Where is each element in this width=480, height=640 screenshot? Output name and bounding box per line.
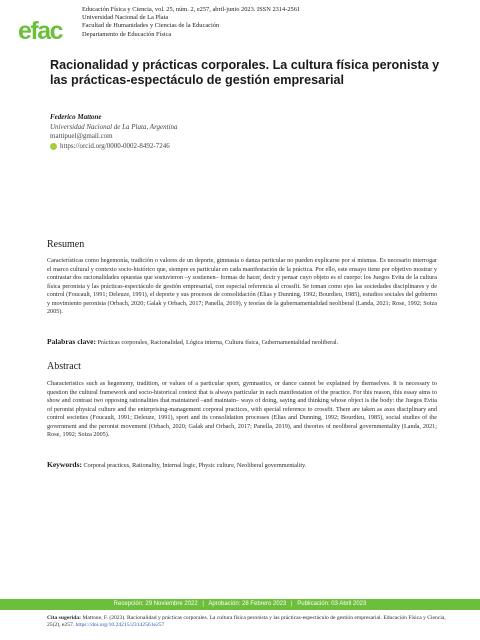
resumen-heading: Resumen (47, 239, 85, 250)
orcid-link[interactable]: https://orcid.org/0000-0002-8492-7246 (60, 141, 170, 150)
svg-text:efac: efac (18, 17, 63, 45)
author-name: Federico Mattone (50, 113, 102, 121)
journal-info (82, 6, 300, 39)
faculty-name: Facultad de Humanidades y Ciencias de la Educación (82, 22, 220, 30)
department-name: Departamento de Educación Física (82, 30, 172, 38)
orcid-icon (50, 143, 57, 150)
citation-label: Cita sugerida: (47, 615, 82, 621)
journal-header (18, 6, 468, 52)
resumen-keywords (47, 338, 447, 348)
received-date: Recepción: 29 Noviembre 2022 (113, 601, 198, 607)
article-title: Racionalidad y prácticas corporales. La cultura física peronista y las prácticas-espectáculo de gestión empresarial (50, 58, 440, 87)
author-block (50, 113, 178, 151)
citation-doi-link[interactable]: https://doi.org/10.24215/23142561e257 (75, 622, 165, 629)
abstract-keywords-label: Keywords: (47, 460, 82, 469)
author-email[interactable]: mattipuel@gmail.com (50, 132, 113, 141)
orcid-row (50, 142, 178, 152)
abstract-heading: Abstract (47, 361, 81, 372)
suggested-citation (47, 615, 457, 629)
resumen-keywords-list: Prácticas corporales, Racionalidad, Lógica interna, Cultura física, Gubernamentalidad neoliberal. (97, 339, 339, 346)
abstract-keywords-list: Corporal practices, Rationality, Internal logic, Physic culture, Neoliberal governmentality. (83, 462, 307, 469)
citation-text: Mattone, F. (2023). Racionalidad y prácticas corporales. La cultura física peronista y las prácticas-espectáculo de gestión empresarial. Educación Física y Ciencia, 25(2), e257. (47, 615, 446, 629)
date-separator: | (291, 601, 293, 607)
author-affiliation: Universidad Nacional de La Plata, Argentina (50, 122, 178, 131)
publication-dates-bar (0, 599, 480, 610)
journal-citation-line: Educación Física y Ciencia, vol. 25, núm. 2, e257, abril-junio 2023. ISSN 2314-2561 (82, 6, 301, 13)
date-separator: | (202, 601, 204, 607)
resumen-text: Características como hegemonía, tradición o valores de un deporte, gimnasia o danza particular no pueden explicarse por sí mismas. Es necesario interrogar el marco cultural y contexto socio-histórico que, siempre es particular en cada manifestación de la práctica. Por ello, este ensayo tiene por objetivo mostrar y contrastar dos racionalidades opuestas que sostuvieron –y sostienen– formas de hacer, decir y pensar cuyo objeto es el cuerpo: los Juegos Evita de la cultura física peronista y las prácticas-espectáculo de gestión empresarial, con especial referencia al crossfit. Se toman como ejes las sociedades disciplinares y de control (Foucault, 1991; Deleuze, 1991), el deporte y sus procesos de consolidación (Elias y Dunning, 1992; Bourdieu, 1985), estudios sociales del gobierno y movimiento peronista (Orbach, 2020; Galak y Orbach, 2017; Panella, 2019), y teorías de la gubernamentalidad neoliberal (Landa, 2021; Rose, 1992; Soiza 2005). (47, 257, 437, 316)
resumen-keywords-label: Palabras clave: (47, 337, 96, 346)
published-date: Publicación: 03 Abril 2023 (297, 601, 367, 607)
university-name: Universidad Nacional de La Plata (82, 14, 169, 22)
abstract-keywords (47, 461, 447, 471)
abstract-text: Characteristics such as hegemony, tradition, or values of a particular sport, gymnastics, or dance cannot be explained by themselves. It is necessary to question the cultural framework and socio-historical context that is always particular in each manifestation of the practice. For this reason, this essay aims to show and contrast two opposing rationalities that maintained –and maintain– ways of doing, saying and thinking whose object is the body: the Juegos Evita of peronist physical culture and the enterprising-management corporal practices, with special reference to crossfit. There are taken as axes disciplinary and control societies (Foucault, 1991; Deleuze, 1991), sport and its consolidation processes (Elias and Dunning, 1992; Bourdieu, 1985), social studies of the government and the peronist movement (Orbach, 2020; Galak and Orbach, 2017; Panella, 2019), and theories of neoliberal governmentality (Landa, 2021; Rose, 1992; Soiza 2005). (47, 380, 437, 439)
journal-logo (18, 12, 74, 46)
approved-date: Aprobación: 28 Febrero 2023 (208, 601, 287, 607)
